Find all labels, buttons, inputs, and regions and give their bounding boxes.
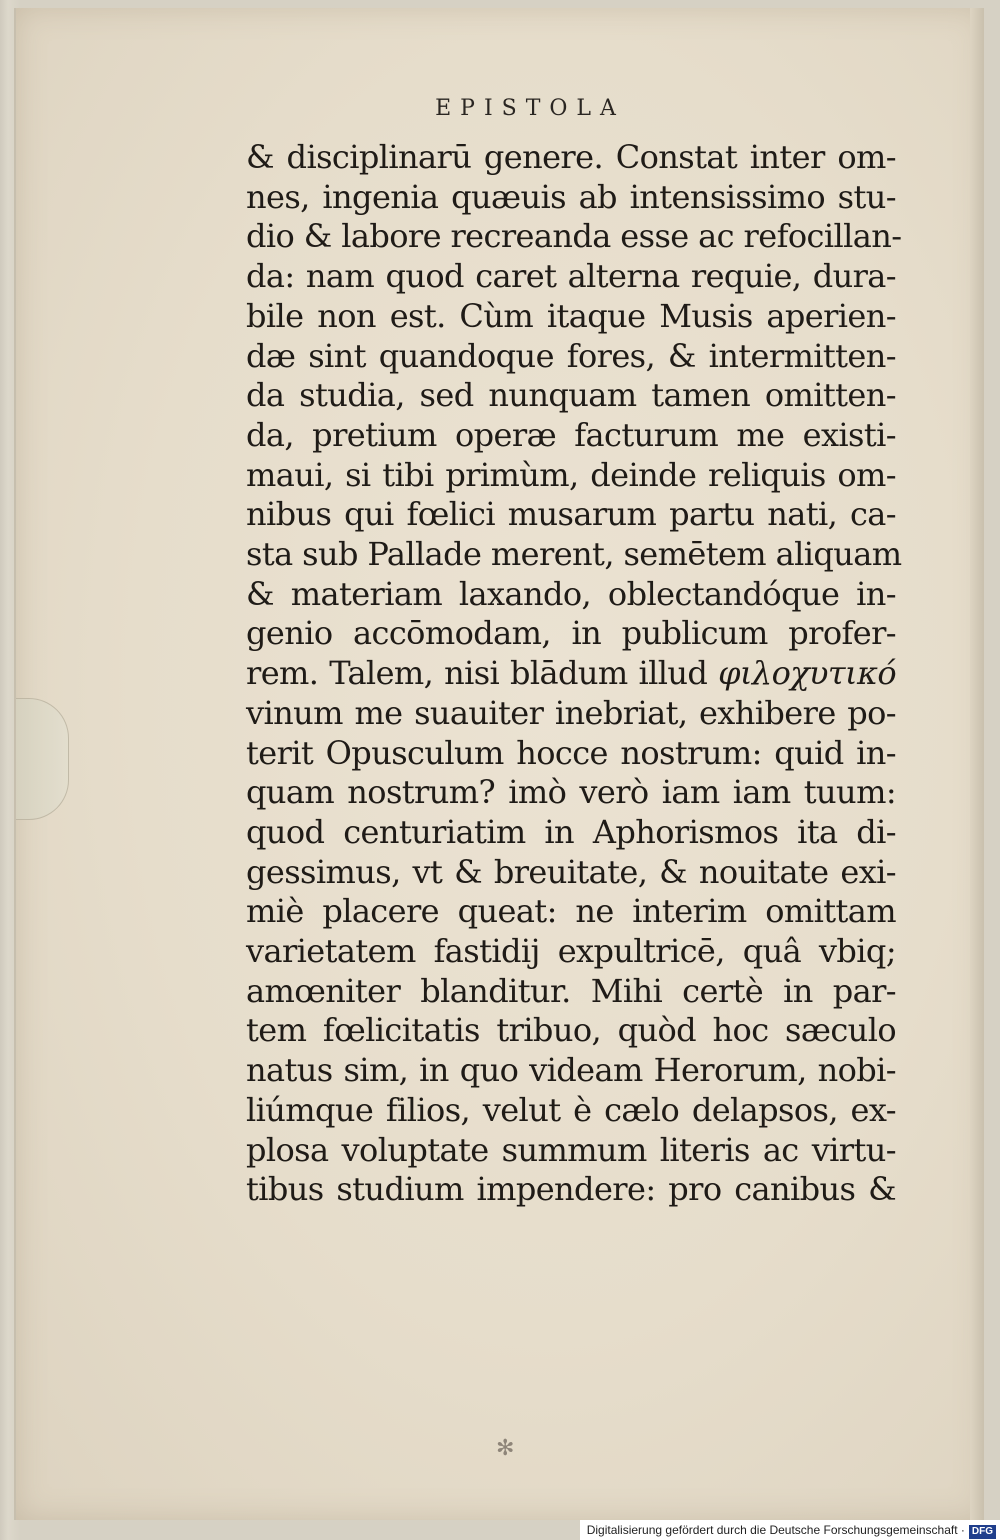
footer-text: Digitalisierung gefördert durch die Deutsche Forschungsgemeinschaft · [586, 1523, 965, 1537]
text-line: sta sub Pallade merent, semētem aliquam [246, 535, 902, 574]
text-line: da, pretium operæ facturum me existi- [246, 415, 896, 454]
text-line: gessimus, vt & breuitate, & nouitate exi- [246, 852, 896, 891]
text-line: & disciplinarū genere. Constat inter om- [246, 138, 896, 176]
text-line: dio & labore recreanda esse ac refocillan- [246, 217, 902, 256]
text-line: da: nam quod caret alterna requie, dura- [246, 257, 896, 296]
text-line: amœniter blanditur. Mihi certè in par- [246, 971, 896, 1010]
text-line: nibus qui fœlici musarum partu nati, ca- [246, 495, 896, 534]
text-line: dæ sint quandoque fores, & intermitten- [246, 336, 896, 375]
text-line: plosa voluptate summum literis ac virtu- [246, 1130, 896, 1169]
paper-tab-marker [16, 698, 69, 820]
running-head: EPISTOLA [435, 96, 625, 121]
text-line: natus sim, in quo videam Herorum, nobi- [246, 1051, 896, 1090]
text-line: terit Opusculum hocce nostrum: quid in- [246, 733, 896, 772]
body-text [246, 138, 902, 1210]
text-line: miè placere queat: ne interim omittam [246, 892, 896, 931]
text-line: vinum me suauiter inebriat, exhibere po- [246, 693, 896, 732]
greek-word: φιλοχυτικό [718, 654, 897, 693]
text-line: liúmque filios, velut è cælo delapsos, ex- [246, 1090, 896, 1129]
text-line: varietatem fastidij expultricē, quâ vbiq; [246, 932, 896, 971]
ink-smudge-icon: ✻ [496, 1436, 515, 1461]
digitization-footer [580, 1520, 1000, 1540]
book-page [14, 8, 984, 1520]
text-line: nes, ingenia quæuis ab intensissimo stu- [246, 177, 896, 216]
text-line: da studia, sed nunquam tamen omitten- [246, 376, 896, 415]
text-fragment: rem. Talem, nisi blādum illud [246, 654, 708, 693]
text-line-with-greek [246, 654, 896, 694]
text-line: quod centuriatim in Aphorismos ita di- [246, 812, 896, 851]
text-line: tibus studium impendere: pro canibus & [246, 1170, 896, 1209]
text-line: quam nostrum? imò verò iam iam tuum: [246, 773, 896, 812]
text-line: maui, si tibi primùm, deinde reliquis om- [246, 455, 896, 494]
page-edge [970, 8, 984, 1520]
text-line: tem fœlicitatis tribuo, quòd hoc sæculo [246, 1011, 896, 1050]
text-line: genio accōmodam, in publicum profer- [246, 614, 896, 653]
text-line: bile non est. Cùm itaque Musis aperien- [246, 296, 896, 335]
dfg-logo-icon: DFG [969, 1525, 996, 1539]
text-line: & materiam laxando, oblectandóque in- [246, 574, 896, 613]
